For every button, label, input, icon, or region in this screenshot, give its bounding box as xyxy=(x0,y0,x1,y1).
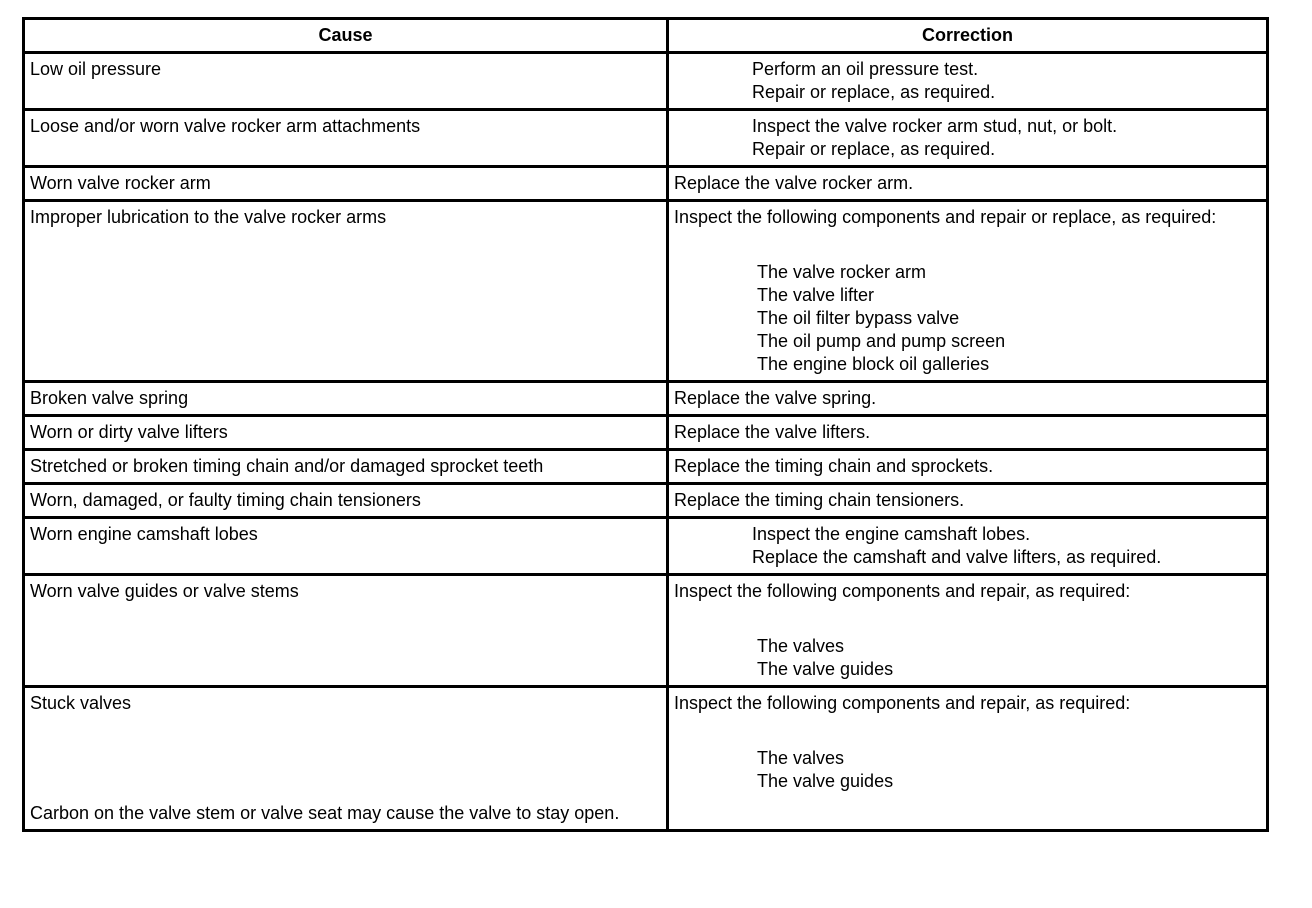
component-list xyxy=(674,635,1262,681)
header-correction: Correction xyxy=(668,19,1268,53)
component-item: The oil filter bypass valve xyxy=(757,308,960,328)
component-list xyxy=(674,747,1262,793)
correction-intro: Inspect the following components and repair, as required: xyxy=(674,581,1131,601)
table-row xyxy=(24,687,1268,831)
correction-cell xyxy=(668,450,1268,484)
correction-line: Inspect the engine camshaft lobes. xyxy=(752,524,1031,544)
correction-text: Replace the timing chain tensioners. xyxy=(674,490,965,510)
table-row xyxy=(24,416,1268,450)
correction-line: Replace the camshaft and valve lifters, as required. xyxy=(752,547,1162,567)
correction-cell xyxy=(668,53,1268,110)
correction-cell xyxy=(668,201,1268,382)
cause-text: Broken valve spring xyxy=(30,388,189,408)
cause-text: Stuck valves xyxy=(30,693,132,713)
component-item: The oil pump and pump screen xyxy=(757,331,1006,351)
correction-line: Perform an oil pressure test. xyxy=(752,59,979,79)
cause-cell xyxy=(24,382,668,416)
table-row xyxy=(24,575,1268,687)
table-row xyxy=(24,167,1268,201)
table-row xyxy=(24,450,1268,484)
cause-cell xyxy=(24,687,668,831)
correction-line: Repair or replace, as required. xyxy=(752,139,996,159)
correction-cell xyxy=(668,518,1268,575)
cause-text: Worn valve guides or valve stems xyxy=(30,581,299,601)
cause-note: Carbon on the valve stem or valve seat may cause the valve to stay open. xyxy=(30,803,620,823)
correction-text: Replace the valve rocker arm. xyxy=(674,173,914,193)
cause-cell xyxy=(24,518,668,575)
cause-cell xyxy=(24,484,668,518)
correction-cell xyxy=(668,110,1268,167)
cause-cell xyxy=(24,201,668,382)
cause-text: Worn valve rocker arm xyxy=(30,173,211,193)
cause-text: Stretched or broken timing chain and/or damaged sprocket teeth xyxy=(30,456,544,476)
component-item: The valve guides xyxy=(757,659,894,679)
cause-text: Loose and/or worn valve rocker arm attachments xyxy=(30,116,421,136)
table-row xyxy=(24,518,1268,575)
correction-cell xyxy=(668,687,1268,831)
header-cause: Cause xyxy=(24,19,668,53)
correction-cell xyxy=(668,484,1268,518)
cause-cell xyxy=(24,167,668,201)
cause-cell xyxy=(24,110,668,167)
cause-text: Improper lubrication to the valve rocker arms xyxy=(30,207,387,227)
cause-text: Low oil pressure xyxy=(30,59,162,79)
cause-text: Worn engine camshaft lobes xyxy=(30,524,258,544)
component-item: The valves xyxy=(757,636,845,656)
table-row xyxy=(24,484,1268,518)
table-row xyxy=(24,201,1268,382)
component-item: The valves xyxy=(757,748,845,768)
component-item: The valve lifter xyxy=(757,285,875,305)
correction-intro: Inspect the following components and repair, as required: xyxy=(674,693,1131,713)
correction-line: Inspect the valve rocker arm stud, nut, or bolt. xyxy=(752,116,1118,136)
correction-line: Repair or replace, as required. xyxy=(752,82,996,102)
component-item: The valve rocker arm xyxy=(757,262,927,282)
cause-cell xyxy=(24,450,668,484)
correction-text: Replace the timing chain and sprockets. xyxy=(674,456,994,476)
header-row xyxy=(24,19,1268,53)
correction-cell xyxy=(668,167,1268,201)
component-item: The engine block oil galleries xyxy=(757,354,990,374)
cause-cell xyxy=(24,416,668,450)
diagnostic-table xyxy=(22,17,1269,832)
correction-cell xyxy=(668,575,1268,687)
cause-cell xyxy=(24,53,668,110)
correction-text: Replace the valve spring. xyxy=(674,388,877,408)
correction-intro: Inspect the following components and repair or replace, as required: xyxy=(674,207,1217,227)
table-row xyxy=(24,110,1268,167)
correction-text: Replace the valve lifters. xyxy=(674,422,871,442)
table-row xyxy=(24,382,1268,416)
component-list xyxy=(674,261,1262,376)
cause-text: Worn or dirty valve lifters xyxy=(30,422,228,442)
table-row xyxy=(24,53,1268,110)
cause-cell xyxy=(24,575,668,687)
correction-cell xyxy=(668,416,1268,450)
correction-cell xyxy=(668,382,1268,416)
component-item: The valve guides xyxy=(757,771,894,791)
cause-text: Worn, damaged, or faulty timing chain tensioners xyxy=(30,490,421,510)
